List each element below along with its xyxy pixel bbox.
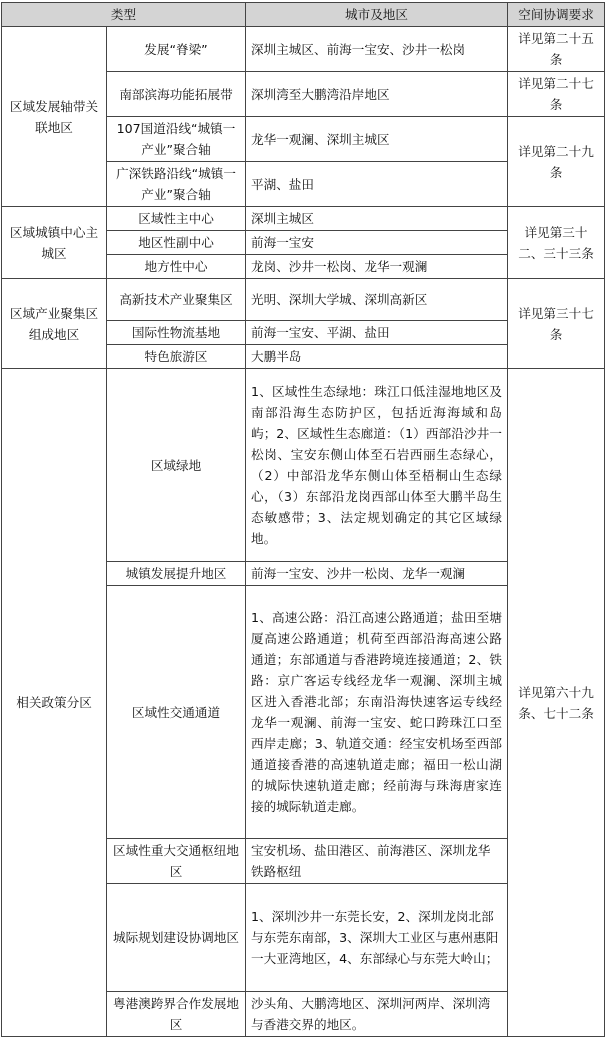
area-cell: 前海一宝安、平湖、盐田 <box>246 321 508 345</box>
requirement-cell: 详见第二十五条 <box>508 27 605 72</box>
requirement-cell: 详见第二十九条 <box>508 117 605 207</box>
area-cell: 1、深圳沙井一东莞长安，2、深圳龙岗北部与东莞东南部，3、深圳大工业区与惠州惠阳一大亚湾地区，4、东部绿心与东莞大岭山； <box>246 884 508 992</box>
header-row <box>2 3 605 27</box>
area-cell: 宝安机场、盐田港区、前海港区、深圳龙华铁路枢纽 <box>246 839 508 884</box>
type-cell: 粤港澳跨界合作发展地区 <box>107 992 246 1037</box>
area-cell: 光明、深圳大学城、深圳高新区 <box>246 279 508 321</box>
area-cell: 1、区域性生态绿地：珠江口低洼湿地地区及南部沿海生态防护区，包括近海海域和岛屿；2、区域性生态廊道：（1）西部沿沙井一松岗、宝安东侧山体至石岩西丽生态绿心，（2）中部沿龙华东侧山体至梧桐山生态绿心，（3）东部沿龙岗西部山体至大鹏半岛生态敏感带；3、法定规划确定的其它区域绿地。 <box>246 369 508 562</box>
area-cell: 平湖、盐田 <box>246 162 508 207</box>
area-cell: 1、高速公路：沿江高速公路通道；盐田至塘厦高速公路通道；机荷至西部沿海高速公路通道；东部通道与香港跨境连接通道；2、铁路：京广客运专线经龙华一观澜、深圳主城区进入香港北部；东南沿海快速客运专线经龙华一观澜、前海一宝安、蛇口跨珠江口至西岸走廊；3、轨道交通：经宝安机场至西部通道接香港的高速轨道走廊；福田一松山湖的城际快速轨道走廊；经前海与珠海唐家连接的城际轨道走廊。 <box>246 586 508 839</box>
header-area: 城市及地区 <box>246 3 508 27</box>
type-cell: 107国道沿线“城镇一产业”聚合轴 <box>107 117 246 162</box>
table-row <box>2 207 605 231</box>
category-cell: 区域产业聚集区组成地区 <box>2 279 107 369</box>
type-cell: 特色旅游区 <box>107 345 246 369</box>
area-cell: 大鹏半岛 <box>246 345 508 369</box>
area-cell: 深圳主城区 <box>246 207 508 231</box>
type-cell: 区域性重大交通枢纽地区 <box>107 839 246 884</box>
type-cell: 高新技术产业聚集区 <box>107 279 246 321</box>
table-row <box>2 279 605 321</box>
type-cell: 国际性物流基地 <box>107 321 246 345</box>
planning-table <box>1 2 605 1037</box>
requirement-cell: 详见第六十九条、七十二条 <box>508 369 605 1037</box>
type-cell: 区域性主中心 <box>107 207 246 231</box>
table-row <box>2 27 605 72</box>
type-cell: 城际规划建设协调地区 <box>107 884 246 992</box>
type-cell: 地区性副中心 <box>107 231 246 255</box>
requirement-cell: 详见第三十七条 <box>508 279 605 369</box>
area-cell: 深圳主城区、前海一宝安、沙井一松岗 <box>246 27 508 72</box>
header-type: 类型 <box>2 3 246 27</box>
category-cell: 区域城镇中心主城区 <box>2 207 107 279</box>
type-cell: 南部滨海功能拓展带 <box>107 72 246 117</box>
area-cell: 深圳湾至大鹏湾沿岸地区 <box>246 72 508 117</box>
type-cell: 地方性中心 <box>107 255 246 279</box>
category-cell: 相关政策分区 <box>2 369 107 1037</box>
type-cell: 城镇发展提升地区 <box>107 562 246 586</box>
area-cell: 沙头角、大鹏湾地区、深圳河两岸、深圳湾与香港交界的地区。 <box>246 992 508 1037</box>
area-cell: 龙岗、沙井一松岗、龙华一观澜 <box>246 255 508 279</box>
type-cell: 区域性交通通道 <box>107 586 246 839</box>
table-row <box>2 369 605 562</box>
requirement-cell: 详见第三十二、三十三条 <box>508 207 605 279</box>
header-requirement: 空间协调要求 <box>508 3 605 27</box>
type-cell: 区域绿地 <box>107 369 246 562</box>
requirement-cell: 详见第二十七条 <box>508 72 605 117</box>
area-cell: 前海一宝安 <box>246 231 508 255</box>
type-cell: 发展“脊梁” <box>107 27 246 72</box>
category-cell: 区域发展轴带关联地区 <box>2 27 107 207</box>
type-cell: 广深铁路沿线“城镇一产业”聚合轴 <box>107 162 246 207</box>
area-cell: 前海一宝安、沙井一松岗、龙华一观澜 <box>246 562 508 586</box>
area-cell: 龙华一观澜、深圳主城区 <box>246 117 508 162</box>
